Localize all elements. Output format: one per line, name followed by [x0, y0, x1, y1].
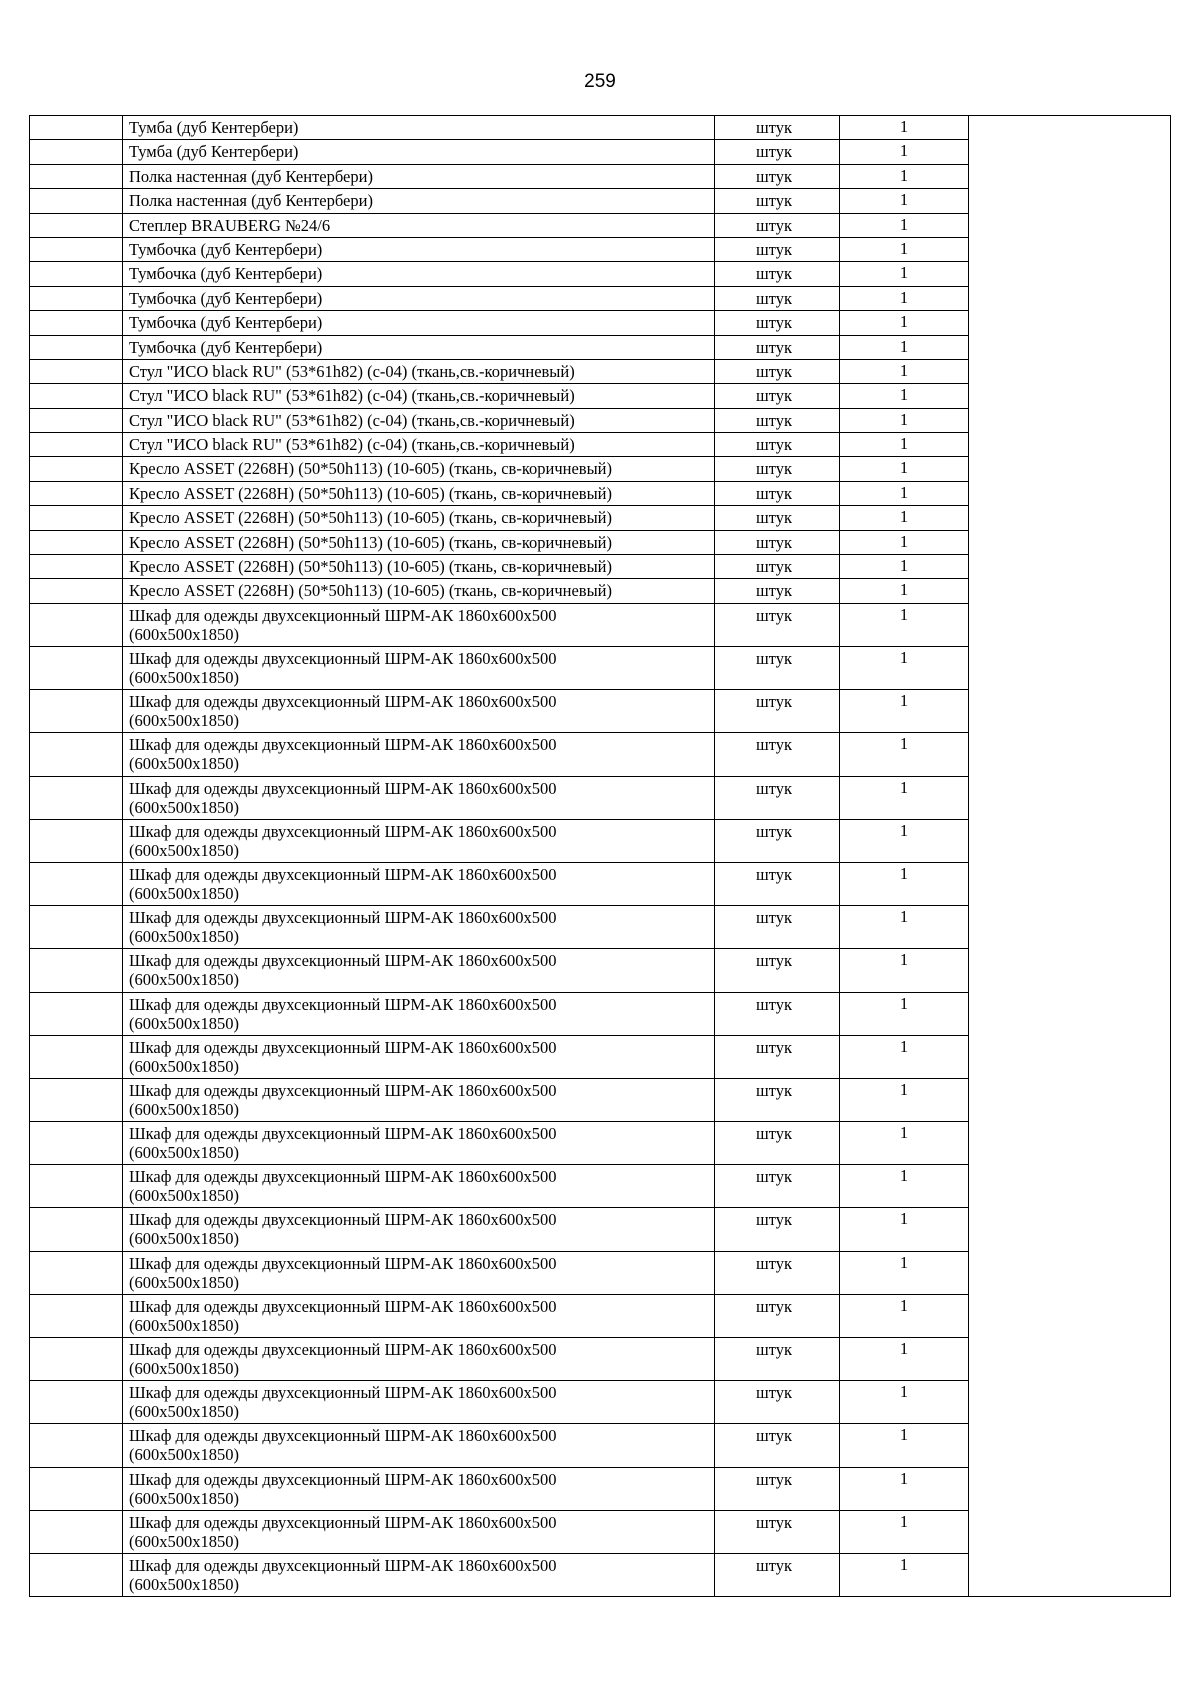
quantity-cell: 1 [840, 481, 969, 505]
row-number-cell [30, 481, 123, 505]
item-name: Шкаф для одежды двухсекционный ШРМ-АК 1860х600х500 [129, 778, 557, 798]
unit-cell: штук [715, 1165, 840, 1208]
unit-cell: штук [715, 1381, 840, 1424]
row-number-cell [30, 213, 123, 237]
item-name-cell [123, 1294, 715, 1337]
item-name: Тумбочка (дуб Кентербери) [129, 264, 323, 284]
unit-cell: штук [715, 733, 840, 776]
item-name-cell [123, 1165, 715, 1208]
unit-cell: штук [715, 384, 840, 408]
item-name-cell [123, 1338, 715, 1381]
row-number-cell [30, 1208, 123, 1251]
quantity-cell: 1 [840, 189, 969, 213]
item-name-continued: (600х500х1850) [129, 1402, 239, 1422]
item-name-continued: (600х500х1850) [129, 1013, 239, 1033]
item-name-cell [123, 140, 715, 164]
item-name-cell [123, 1208, 715, 1251]
unit-cell: штук [715, 530, 840, 554]
item-name-cell [123, 1251, 715, 1294]
item-name-cell [123, 1035, 715, 1078]
item-name: Тумба (дуб Кентербери) [129, 142, 299, 162]
row-number-cell [30, 862, 123, 905]
unit-cell: штук [715, 819, 840, 862]
row-number-cell [30, 506, 123, 530]
quantity-cell: 1 [840, 1122, 969, 1165]
item-name: Полка настенная (дуб Кентербери) [129, 191, 373, 211]
unit-cell: штук [715, 776, 840, 819]
quantity-cell: 1 [840, 530, 969, 554]
quantity-cell: 1 [840, 433, 969, 457]
item-name-cell [123, 1122, 715, 1165]
row-number-cell [30, 1165, 123, 1208]
item-name-cell [123, 213, 715, 237]
quantity-cell: 1 [840, 116, 969, 140]
item-name-cell [123, 647, 715, 690]
item-name-cell [123, 286, 715, 310]
quantity-cell: 1 [840, 1294, 969, 1337]
item-name-cell [123, 311, 715, 335]
item-name-continued: (600х500х1850) [129, 927, 239, 947]
quantity-cell: 1 [840, 992, 969, 1035]
row-number-cell [30, 1035, 123, 1078]
quantity-cell: 1 [840, 262, 969, 286]
unit-cell: штук [715, 1510, 840, 1553]
row-number-cell [30, 433, 123, 457]
row-number-cell [30, 530, 123, 554]
item-name-cell [123, 819, 715, 862]
quantity-cell: 1 [840, 949, 969, 992]
item-name-cell [123, 949, 715, 992]
item-name-cell [123, 555, 715, 579]
item-name-cell [123, 262, 715, 286]
item-name: Тумбочка (дуб Кентербери) [129, 337, 323, 357]
row-number-cell [30, 189, 123, 213]
quantity-cell: 1 [840, 1208, 969, 1251]
item-name: Кресло ASSET (2268H) (50*50h113) (10-605) (ткань, св-коричневый) [129, 557, 612, 577]
item-name-continued: (600х500х1850) [129, 840, 239, 860]
unit-cell: штук [715, 862, 840, 905]
item-name-continued: (600х500х1850) [129, 1143, 239, 1163]
row-number-cell [30, 237, 123, 261]
quantity-cell: 1 [840, 647, 969, 690]
unit-cell: штук [715, 1294, 840, 1337]
item-name: Шкаф для одежды двухсекционный ШРМ-АК 1860х600х500 [129, 1253, 557, 1273]
quantity-cell: 1 [840, 506, 969, 530]
row-number-cell [30, 1381, 123, 1424]
item-name-cell [123, 408, 715, 432]
quantity-cell: 1 [840, 819, 969, 862]
item-name-continued: (600х500х1850) [129, 883, 239, 903]
unit-cell: штук [715, 1553, 840, 1596]
item-name: Шкаф для одежды двухсекционный ШРМ-АК 1860х600х500 [129, 994, 557, 1014]
unit-cell: штук [715, 906, 840, 949]
unit-cell: штук [715, 992, 840, 1035]
inventory-table [29, 115, 1171, 1597]
quantity-cell: 1 [840, 862, 969, 905]
unit-cell: штук [715, 1424, 840, 1467]
notes-cell [969, 116, 1171, 1597]
item-name: Кресло ASSET (2268H) (50*50h113) (10-605) (ткань, св-коричневый) [129, 508, 612, 528]
item-name-cell [123, 189, 715, 213]
item-name-continued: (600х500х1850) [129, 1186, 239, 1206]
item-name-continued: (600х500х1850) [129, 1574, 239, 1594]
item-name: Шкаф для одежды двухсекционный ШРМ-АК 1860х600х500 [129, 1555, 557, 1575]
row-number-cell [30, 164, 123, 188]
unit-cell: штук [715, 408, 840, 432]
item-name: Шкаф для одежды двухсекционный ШРМ-АК 1860х600х500 [129, 1124, 557, 1144]
quantity-cell: 1 [840, 579, 969, 603]
quantity-cell: 1 [840, 408, 969, 432]
item-name: Шкаф для одежды двухсекционный ШРМ-АК 1860х600х500 [129, 1167, 557, 1187]
unit-cell: штук [715, 1467, 840, 1510]
quantity-cell: 1 [840, 237, 969, 261]
item-name-cell [123, 906, 715, 949]
item-name-continued: (600х500х1850) [129, 797, 239, 817]
item-name: Стул "ИСО black RU" (53*61h82) (с-04) (ткань,св.-коричневый) [129, 386, 575, 406]
item-name-continued: (600х500х1850) [129, 711, 239, 731]
row-number-cell [30, 1078, 123, 1121]
row-number-cell [30, 311, 123, 335]
row-number-cell [30, 1467, 123, 1510]
quantity-cell: 1 [840, 1424, 969, 1467]
item-name: Шкаф для одежды двухсекционный ШРМ-АК 1860х600х500 [129, 821, 557, 841]
row-number-cell [30, 1251, 123, 1294]
quantity-cell: 1 [840, 690, 969, 733]
row-number-cell [30, 733, 123, 776]
row-number-cell [30, 906, 123, 949]
row-number-cell [30, 1338, 123, 1381]
item-name-continued: (600х500х1850) [129, 1359, 239, 1378]
unit-cell: штук [715, 690, 840, 733]
inventory-table-body [30, 116, 1171, 1597]
quantity-cell: 1 [840, 733, 969, 776]
item-name-continued: (600х500х1850) [129, 1445, 239, 1465]
unit-cell: штук [715, 647, 840, 690]
row-number-cell [30, 286, 123, 310]
unit-cell: штук [715, 1122, 840, 1165]
quantity-cell: 1 [840, 1553, 969, 1596]
quantity-cell: 1 [840, 555, 969, 579]
quantity-cell: 1 [840, 311, 969, 335]
item-name-cell [123, 579, 715, 603]
item-name: Шкаф для одежды двухсекционный ШРМ-АК 1860х600х500 [129, 864, 557, 884]
row-number-cell [30, 819, 123, 862]
quantity-cell: 1 [840, 213, 969, 237]
row-number-cell [30, 579, 123, 603]
unit-cell: штук [715, 140, 840, 164]
item-name-continued: (600х500х1850) [129, 1272, 239, 1292]
unit-cell: штук [715, 1078, 840, 1121]
item-name: Шкаф для одежды двухсекционный ШРМ-АК 1860х600х500 [129, 1340, 557, 1359]
item-name-cell [123, 1424, 715, 1467]
unit-cell: штук [715, 506, 840, 530]
unit-cell: штук [715, 1208, 840, 1251]
item-name: Шкаф для одежды двухсекционный ШРМ-АК 1860х600х500 [129, 1080, 557, 1100]
item-name-cell [123, 530, 715, 554]
item-name-cell [123, 384, 715, 408]
row-number-cell [30, 1294, 123, 1337]
row-number-cell [30, 1122, 123, 1165]
item-name: Шкаф для одежды двухсекционный ШРМ-АК 1860х600х500 [129, 1426, 557, 1446]
row-number-cell [30, 603, 123, 646]
item-name: Тумбочка (дуб Кентербери) [129, 288, 323, 308]
unit-cell: штук [715, 164, 840, 188]
item-name-continued: (600х500х1850) [129, 754, 239, 774]
row-number-cell [30, 776, 123, 819]
item-name: Шкаф для одежды двухсекционный ШРМ-АК 1860х600х500 [129, 649, 557, 668]
unit-cell: штук [715, 457, 840, 481]
quantity-cell: 1 [840, 1510, 969, 1553]
item-name-cell [123, 862, 715, 905]
unit-cell: штук [715, 555, 840, 579]
row-number-cell [30, 408, 123, 432]
quantity-cell: 1 [840, 457, 969, 481]
row-number-cell [30, 359, 123, 383]
unit-cell: штук [715, 433, 840, 457]
item-name-cell [123, 433, 715, 457]
unit-cell: штук [715, 1338, 840, 1381]
item-name: Стул "ИСО black RU" (53*61h82) (с-04) (ткань,св.-коричневый) [129, 435, 575, 455]
item-name: Шкаф для одежды двухсекционный ШРМ-АК 1860х600х500 [129, 1037, 557, 1057]
quantity-cell: 1 [840, 164, 969, 188]
item-name: Шкаф для одежды двухсекционный ШРМ-АК 1860х600х500 [129, 908, 557, 928]
unit-cell: штук [715, 286, 840, 310]
item-name-continued: (600х500х1850) [129, 1488, 239, 1508]
item-name: Тумбочка (дуб Кентербери) [129, 239, 323, 259]
item-name: Полка настенная (дуб Кентербери) [129, 166, 373, 186]
item-name-cell [123, 776, 715, 819]
quantity-cell: 1 [840, 140, 969, 164]
item-name-cell [123, 481, 715, 505]
item-name-continued: (600х500х1850) [129, 624, 239, 644]
quantity-cell: 1 [840, 1078, 969, 1121]
item-name: Кресло ASSET (2268H) (50*50h113) (10-605) (ткань, св-коричневый) [129, 459, 612, 479]
quantity-cell: 1 [840, 1338, 969, 1381]
item-name: Шкаф для одежды двухсекционный ШРМ-АК 1860х600х500 [129, 951, 557, 971]
item-name-cell [123, 1467, 715, 1510]
row-number-cell [30, 335, 123, 359]
item-name-cell [123, 506, 715, 530]
item-name: Тумбочка (дуб Кентербери) [129, 313, 323, 333]
row-number-cell [30, 992, 123, 1035]
item-name-cell [123, 164, 715, 188]
row-number-cell [30, 1424, 123, 1467]
row-number-cell [30, 116, 123, 140]
unit-cell: штук [715, 949, 840, 992]
item-name-continued: (600х500х1850) [129, 1056, 239, 1076]
item-name: Шкаф для одежды двухсекционный ШРМ-АК 1860х600х500 [129, 1469, 557, 1489]
quantity-cell: 1 [840, 1251, 969, 1294]
item-name-continued: (600х500х1850) [129, 1315, 239, 1335]
item-name: Шкаф для одежды двухсекционный ШРМ-АК 1860х600х500 [129, 692, 557, 712]
item-name: Кресло ASSET (2268H) (50*50h113) (10-605) (ткань, св-коричневый) [129, 532, 612, 552]
unit-cell: штук [715, 335, 840, 359]
unit-cell: штук [715, 1035, 840, 1078]
item-name-cell [123, 237, 715, 261]
item-name: Шкаф для одежды двухсекционный ШРМ-АК 1860х600х500 [129, 735, 557, 755]
quantity-cell: 1 [840, 776, 969, 819]
row-number-cell [30, 949, 123, 992]
unit-cell: штук [715, 579, 840, 603]
row-number-cell [30, 262, 123, 286]
item-name: Кресло ASSET (2268H) (50*50h113) (10-605) (ткань, св-коричневый) [129, 581, 612, 601]
quantity-cell: 1 [840, 359, 969, 383]
item-name-cell [123, 359, 715, 383]
quantity-cell: 1 [840, 286, 969, 310]
item-name-cell [123, 733, 715, 776]
unit-cell: штук [715, 481, 840, 505]
item-name-continued: (600х500х1850) [129, 668, 239, 687]
quantity-cell: 1 [840, 906, 969, 949]
item-name-continued: (600х500х1850) [129, 970, 239, 990]
item-name-cell [123, 690, 715, 733]
quantity-cell: 1 [840, 603, 969, 646]
item-name: Шкаф для одежды двухсекционный ШРМ-АК 1860х600х500 [129, 1210, 557, 1230]
unit-cell: штук [715, 237, 840, 261]
unit-cell: штук [715, 311, 840, 335]
quantity-cell: 1 [840, 1467, 969, 1510]
row-number-cell [30, 690, 123, 733]
item-name-continued: (600х500х1850) [129, 1229, 239, 1249]
row-number-cell [30, 140, 123, 164]
item-name: Шкаф для одежды двухсекционный ШРМ-АК 1860х600х500 [129, 1512, 557, 1532]
row-number-cell [30, 1510, 123, 1553]
item-name-cell [123, 1510, 715, 1553]
quantity-cell: 1 [840, 335, 969, 359]
item-name-cell [123, 603, 715, 646]
row-number-cell [30, 1553, 123, 1596]
item-name: Степлер BRAUBERG №24/6 [129, 215, 331, 235]
quantity-cell: 1 [840, 1381, 969, 1424]
item-name: Стул "ИСО black RU" (53*61h82) (с-04) (ткань,св.-коричневый) [129, 410, 575, 430]
item-name-continued: (600х500х1850) [129, 1531, 239, 1551]
item-name-cell [123, 1381, 715, 1424]
item-name-continued: (600х500х1850) [129, 1099, 239, 1119]
item-name: Шкаф для одежды двухсекционный ШРМ-АК 1860х600х500 [129, 1296, 557, 1316]
item-name-cell [123, 116, 715, 140]
unit-cell: штук [715, 213, 840, 237]
item-name-cell [123, 992, 715, 1035]
table-row [30, 116, 1171, 140]
item-name-cell [123, 457, 715, 481]
unit-cell: штук [715, 1251, 840, 1294]
unit-cell: штук [715, 262, 840, 286]
quantity-cell: 1 [840, 384, 969, 408]
quantity-cell: 1 [840, 1035, 969, 1078]
item-name: Стул "ИСО black RU" (53*61h82) (с-04) (ткань,св.-коричневый) [129, 361, 575, 381]
page-number: 259 [584, 71, 616, 92]
unit-cell: штук [715, 116, 840, 140]
unit-cell: штук [715, 603, 840, 646]
row-number-cell [30, 384, 123, 408]
quantity-cell: 1 [840, 1165, 969, 1208]
item-name: Кресло ASSET (2268H) (50*50h113) (10-605) (ткань, св-коричневый) [129, 483, 612, 503]
item-name: Тумба (дуб Кентербери) [129, 118, 299, 137]
row-number-cell [30, 555, 123, 579]
item-name-cell [123, 1078, 715, 1121]
row-number-cell [30, 647, 123, 690]
row-number-cell [30, 457, 123, 481]
item-name: Шкаф для одежды двухсекционный ШРМ-АК 1860х600х500 [129, 1383, 557, 1403]
item-name-cell [123, 1553, 715, 1596]
unit-cell: штук [715, 359, 840, 383]
item-name: Шкаф для одежды двухсекционный ШРМ-АК 1860х600х500 [129, 605, 557, 625]
unit-cell: штук [715, 189, 840, 213]
item-name-cell [123, 335, 715, 359]
